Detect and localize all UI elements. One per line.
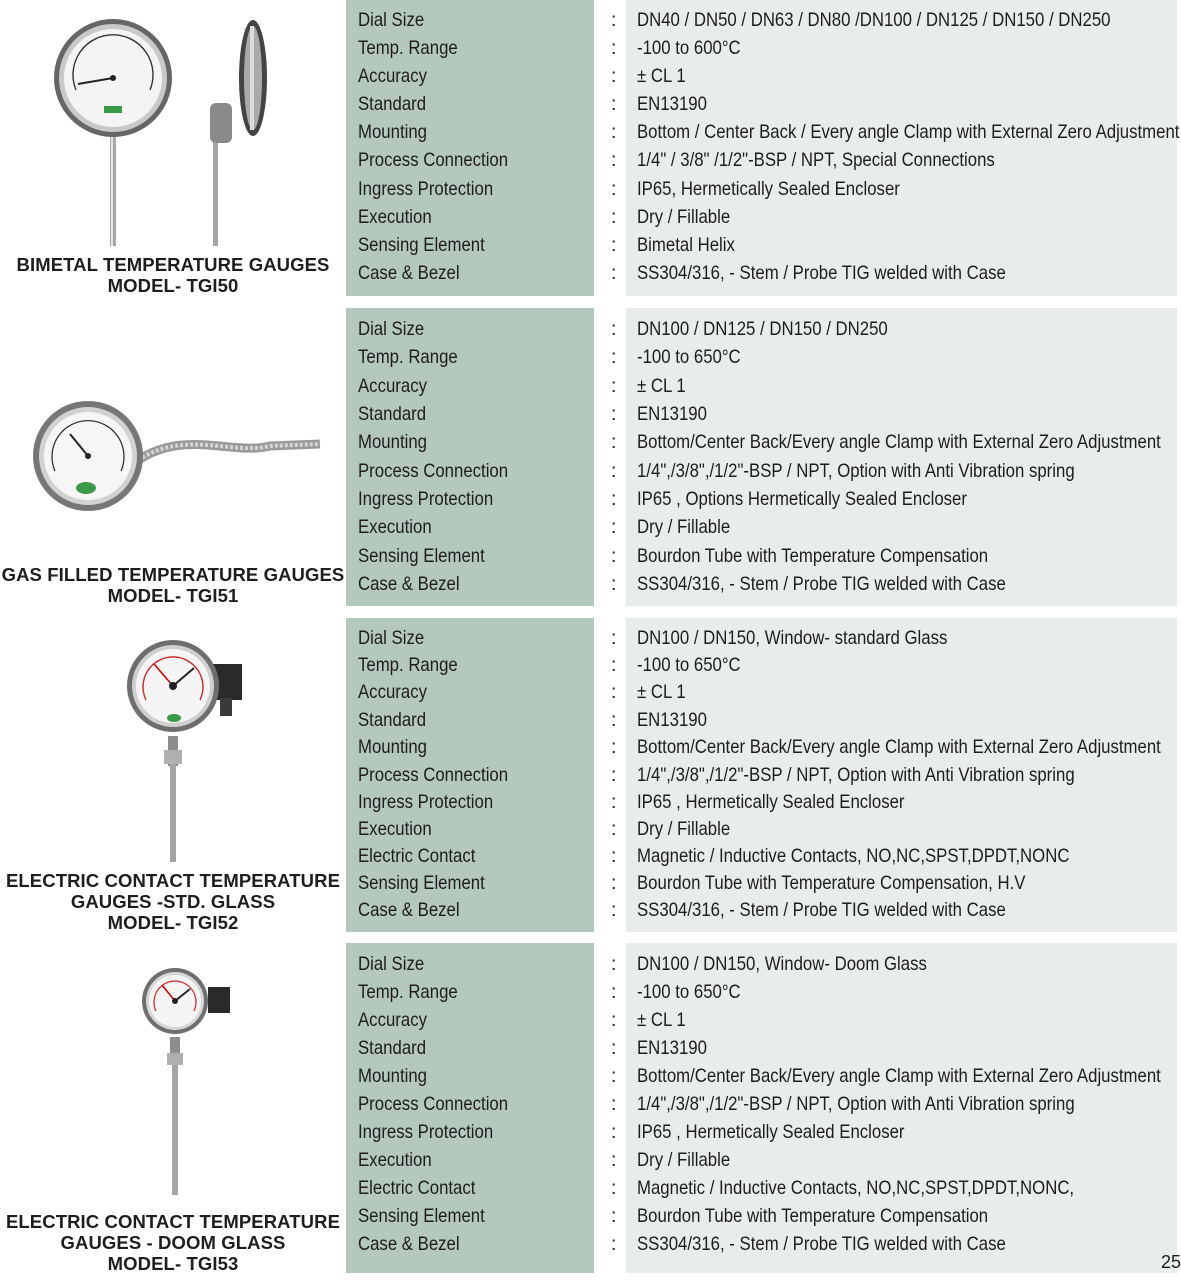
- spec-value: DN100 / DN150, Window- standard Glass: [637, 627, 948, 649]
- spec-label: Electric Contact: [358, 845, 476, 867]
- spec-row: [0, 1230, 1177, 1258]
- spec-row: [0, 542, 1177, 570]
- spec-row: [0, 457, 1177, 485]
- colon: :: [611, 1037, 617, 1059]
- spec-label: Dial Size: [358, 953, 425, 975]
- spec-value: Bottom/Center Back/Every angle Clamp with External Zero Adjustment: [637, 736, 1161, 758]
- spec-label: Sensing Element: [358, 545, 485, 567]
- spec-label: Process Connection: [358, 764, 509, 786]
- spec-label: Process Connection: [358, 149, 509, 171]
- spec-label: Ingress Protection: [358, 1121, 494, 1143]
- spec-value: Bourdon Tube with Temperature Compensation, H.V: [637, 872, 1026, 894]
- colon: :: [611, 460, 617, 482]
- colon: :: [611, 318, 617, 340]
- colon: :: [611, 1009, 617, 1031]
- spec-value: DN100 / DN125 / DN150 / DN250: [637, 318, 888, 340]
- colon: :: [611, 93, 617, 115]
- caption-line: ELECTRIC CONTACT TEMPERATURE: [5, 1211, 341, 1232]
- spec-value: EN13190: [637, 709, 707, 731]
- spec-row: [0, 34, 1177, 62]
- spec-label: Sensing Element: [358, 234, 485, 256]
- spec-value: IP65, Hermetically Sealed Encloser: [637, 178, 900, 200]
- colon: :: [611, 262, 617, 284]
- caption-line: GAUGES -STD. GLASS: [70, 891, 276, 912]
- spec-row: [0, 90, 1177, 118]
- spec-value: ± CL 1: [637, 1009, 686, 1031]
- colon: :: [611, 149, 617, 171]
- colon: :: [611, 573, 617, 595]
- spec-row: [0, 869, 1177, 897]
- spec-label: Standard: [358, 93, 427, 115]
- colon: :: [611, 1233, 617, 1255]
- colon: :: [611, 1177, 617, 1199]
- spec-row: [0, 6, 1177, 34]
- spec-label: Execution: [358, 1149, 432, 1171]
- spec-row: [0, 259, 1177, 287]
- spec-value: EN13190: [637, 403, 707, 425]
- spec-label: Accuracy: [358, 65, 427, 87]
- spec-row: [0, 624, 1177, 652]
- colon: :: [611, 1121, 617, 1143]
- spec-row: [0, 1146, 1177, 1174]
- spec-row: [0, 733, 1177, 761]
- spec-row: [0, 678, 1177, 706]
- spec-value: Bourdon Tube with Temperature Compensation: [637, 1205, 989, 1227]
- colon: :: [611, 1149, 617, 1171]
- spec-label: Dial Size: [358, 318, 425, 340]
- spec-value: Bourdon Tube with Temperature Compensation: [637, 545, 989, 567]
- spec-label: Dial Size: [358, 627, 425, 649]
- spec-row: [0, 146, 1177, 174]
- spec-label: Dial Size: [358, 9, 425, 31]
- spec-value: -100 to 600°C: [637, 37, 741, 59]
- colon: :: [611, 627, 617, 649]
- product-tgi51: [0, 308, 1177, 606]
- spec-value: Dry / Fillable: [637, 516, 731, 538]
- colon: :: [611, 981, 617, 1003]
- spec-value: ± CL 1: [637, 681, 686, 703]
- spec-value: -100 to 650°C: [637, 654, 741, 676]
- caption-line: MODEL- TGI52: [107, 912, 239, 933]
- spec-value: Bimetal Helix: [637, 234, 735, 256]
- spec-value: -100 to 650°C: [637, 346, 741, 368]
- spec-row: [0, 706, 1177, 734]
- spec-row: [0, 231, 1177, 259]
- spec-label: Standard: [358, 1037, 427, 1059]
- spec-value: 1/4",/3/8",/1/2"-BSP / NPT, Option with Anti Vibration spring: [637, 1093, 1075, 1115]
- spec-row: [0, 570, 1177, 598]
- colon: :: [611, 65, 617, 87]
- spec-value: Dry / Fillable: [637, 1149, 731, 1171]
- spec-row: [0, 815, 1177, 843]
- colon: :: [611, 709, 617, 731]
- spec-label: Electric Contact: [358, 1177, 476, 1199]
- colon: :: [611, 899, 617, 921]
- spec-label: Case & Bezel: [358, 573, 460, 595]
- caption-line: ELECTRIC CONTACT TEMPERATURE: [5, 870, 341, 891]
- colon: :: [611, 9, 617, 31]
- spec-row: [0, 343, 1177, 371]
- spec-label: Ingress Protection: [358, 791, 494, 813]
- spec-label: Accuracy: [358, 375, 427, 397]
- spec-value: DN40 / DN50 / DN63 / DN80 /DN100 / DN125 / DN150 / DN250: [637, 9, 1111, 31]
- spec-label: Standard: [358, 403, 427, 425]
- product-tgi50: [0, 0, 1180, 296]
- colon: :: [611, 346, 617, 368]
- spec-label: Execution: [358, 818, 432, 840]
- spec-row: [0, 978, 1177, 1006]
- spec-row: [0, 761, 1177, 789]
- spec-value: SS304/316, - Stem / Probe TIG welded with Case: [637, 262, 1006, 284]
- colon: :: [611, 37, 617, 59]
- spec-row: [0, 118, 1180, 146]
- colon: :: [611, 516, 617, 538]
- spec-label: Ingress Protection: [358, 178, 494, 200]
- spec-value: Magnetic / Inductive Contacts, NO,NC,SPST,DPDT,NONC: [637, 845, 1070, 867]
- spec-label: Sensing Element: [358, 872, 485, 894]
- spec-value: IP65 , Options Hermetically Sealed Encloser: [637, 488, 967, 510]
- spec-label: Accuracy: [358, 681, 427, 703]
- spec-value: Bottom/Center Back/Every angle Clamp with External Zero Adjustment: [637, 431, 1161, 453]
- product-tgi53: [0, 943, 1177, 1273]
- caption-line: MODEL- TGI51: [107, 585, 239, 606]
- colon: :: [611, 764, 617, 786]
- colon: :: [611, 654, 617, 676]
- colon: :: [611, 234, 617, 256]
- spec-row: [0, 203, 1177, 231]
- spec-label: Temp. Range: [358, 346, 458, 368]
- spec-label: Process Connection: [358, 1093, 509, 1115]
- colon: :: [611, 178, 617, 200]
- spec-row: [0, 1118, 1177, 1146]
- product-tgi52: [0, 618, 1177, 932]
- spec-label: Standard: [358, 709, 427, 731]
- colon: :: [611, 121, 617, 143]
- spec-row: [0, 62, 1177, 90]
- colon: :: [611, 431, 617, 453]
- spec-row: [0, 842, 1177, 870]
- colon: :: [611, 1205, 617, 1227]
- spec-row: [0, 400, 1177, 428]
- spec-row: [0, 788, 1177, 816]
- spec-value: Bottom / Center Back / Every angle Clamp with External Zero Adjustment: [637, 121, 1180, 143]
- spec-value: SS304/316, - Stem / Probe TIG welded with Case: [637, 1233, 1006, 1255]
- spec-value: SS304/316, - Stem / Probe TIG welded with Case: [637, 899, 1006, 921]
- caption-line: GAUGES - DOOM GLASS: [60, 1232, 286, 1253]
- colon: :: [611, 206, 617, 228]
- spec-row: [0, 372, 1177, 400]
- caption-line: MODEL- TGI50: [107, 275, 239, 296]
- page-number: 25: [1161, 1252, 1181, 1272]
- spec-row: [0, 1034, 1177, 1062]
- spec-label: Case & Bezel: [358, 1233, 460, 1255]
- spec-value: Magnetic / Inductive Contacts, NO,NC,SPST,DPDT,NONC,: [637, 1177, 1075, 1199]
- spec-row: [0, 651, 1177, 679]
- spec-label: Mounting: [358, 1065, 427, 1087]
- colon: :: [611, 1093, 617, 1115]
- spec-row: [0, 1090, 1177, 1118]
- spec-row: [0, 896, 1177, 924]
- spec-value: DN100 / DN150, Window- Doom Glass: [637, 953, 927, 975]
- spec-label: Ingress Protection: [358, 488, 494, 510]
- spec-label: Case & Bezel: [358, 262, 460, 284]
- colon: :: [611, 488, 617, 510]
- spec-value: IP65 , Hermetically Sealed Encloser: [637, 791, 905, 813]
- spec-value: SS304/316, - Stem / Probe TIG welded with Case: [637, 573, 1006, 595]
- colon: :: [611, 818, 617, 840]
- spec-label: Sensing Element: [358, 1205, 485, 1227]
- spec-row: [0, 1006, 1177, 1034]
- colon: :: [611, 375, 617, 397]
- colon: :: [611, 845, 617, 867]
- caption-line: MODEL- TGI53: [107, 1253, 239, 1274]
- spec-value: EN13190: [637, 93, 707, 115]
- spec-label: Accuracy: [358, 1009, 427, 1031]
- spec-label: Execution: [358, 206, 432, 228]
- spec-row: [0, 513, 1177, 541]
- spec-label: Temp. Range: [358, 654, 458, 676]
- spec-label: Execution: [358, 516, 432, 538]
- colon: :: [611, 403, 617, 425]
- spec-row: [0, 1202, 1177, 1230]
- spec-value: -100 to 650°C: [637, 981, 741, 1003]
- spec-row: [0, 428, 1177, 456]
- colon: :: [611, 681, 617, 703]
- spec-label: Case & Bezel: [358, 899, 460, 921]
- colon: :: [611, 872, 617, 894]
- caption-line: GAS FILLED TEMPERATURE GAUGES: [1, 564, 345, 585]
- spec-value: 1/4",/3/8",/1/2"-BSP / NPT, Option with Anti Vibration spring: [637, 764, 1075, 786]
- spec-row: [0, 950, 1177, 978]
- spec-value: ± CL 1: [637, 65, 686, 87]
- spec-label: Mounting: [358, 431, 427, 453]
- spec-label: Temp. Range: [358, 981, 458, 1003]
- colon: :: [611, 1065, 617, 1087]
- spec-label: Mounting: [358, 736, 427, 758]
- colon: :: [611, 953, 617, 975]
- spec-value: IP65 , Hermetically Sealed Encloser: [637, 1121, 905, 1143]
- caption-line: BIMETAL TEMPERATURE GAUGES: [16, 254, 330, 275]
- spec-value: EN13190: [637, 1037, 707, 1059]
- spec-value: Dry / Fillable: [637, 206, 731, 228]
- spec-value: 1/4",/3/8",/1/2"-BSP / NPT, Option with Anti Vibration spring: [637, 460, 1075, 482]
- spec-label: Process Connection: [358, 460, 509, 482]
- spec-value: ± CL 1: [637, 375, 686, 397]
- colon: :: [611, 736, 617, 758]
- spec-row: [0, 1062, 1177, 1090]
- spec-label: Temp. Range: [358, 37, 458, 59]
- spec-row: [0, 175, 1177, 203]
- spec-row: [0, 315, 1177, 343]
- spec-row: [0, 1174, 1177, 1202]
- spec-value: Bottom/Center Back/Every angle Clamp with External Zero Adjustment: [637, 1065, 1161, 1087]
- spec-value: 1/4" / 3/8" /1/2"-BSP / NPT, Special Connections: [637, 149, 995, 171]
- colon: :: [611, 791, 617, 813]
- spec-value: Dry / Fillable: [637, 818, 731, 840]
- spec-label: Mounting: [358, 121, 427, 143]
- spec-row: [0, 485, 1177, 513]
- colon: :: [611, 545, 617, 567]
